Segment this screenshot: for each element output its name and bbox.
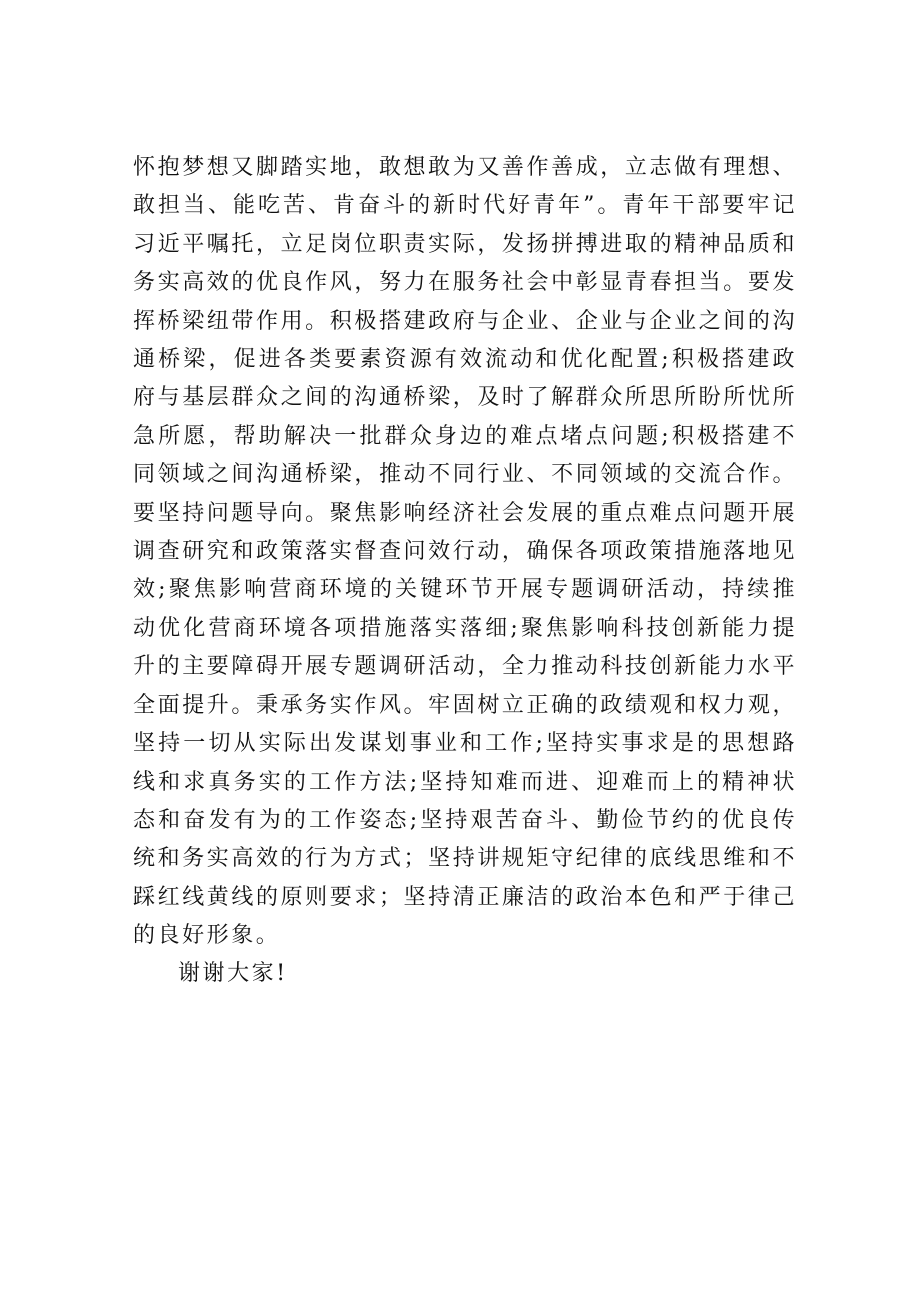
closing-line: 谢谢大家! — [178, 961, 288, 986]
body-paragraph: 怀抱梦想又脚踏实地，敢想敢为又善作善成，立志做有理想、敢担当、能吃苦、肯奋斗的新时代好青年”。青年干部要牢记习近平嘱托，立足岗位职责实际，发扬拼搏进取的精神品质和务实高效的优良作风，努力在服务社会中彰显青春担当。要发挥桥梁纽带作用。积极搭建政府与企业、企业与企业之间的沟通桥梁，促进各类要素资源有效流动和优化配置;积极搭建政府与基层群众之间的沟通桥梁，及时了解群众所思所盼所忧所急所愿，帮助解决一批群众身边的难点堵点问题;积极搭建不同领域之间沟通桥梁，推动不同行业、不同领域的交流合作。要坚持问题导向。聚焦影响经济社会发展的重点难点问题开展调查研究和政策落实督查问效行动，确保各项政策措施落地见效;聚焦影响营商环境的关键环节开展专题调研活动，持续推动优化营商环境各项措施落实落细;聚焦影响科技创新能力提升的主要障碍开展专题调研活动，全力推动科技创新能力水平全面提升。秉承务实作风。牢固树立正确的政绩观和权力观，坚持一切从实际出发谋划事业和工作;坚持实事求是的思想路线和求真务实的工作方法;坚持知难而进、迎难而上的精神状态和奋发有为的工作姿态;坚持艰苦奋斗、勤俭节约的优良传统和务实高效的行为方式；坚持讲规矩守纪律的底线思维和不踩红线黄线的原则要求；坚持清正廉洁的政治本色和严于律己的良好形象。 — [133, 155, 797, 949]
